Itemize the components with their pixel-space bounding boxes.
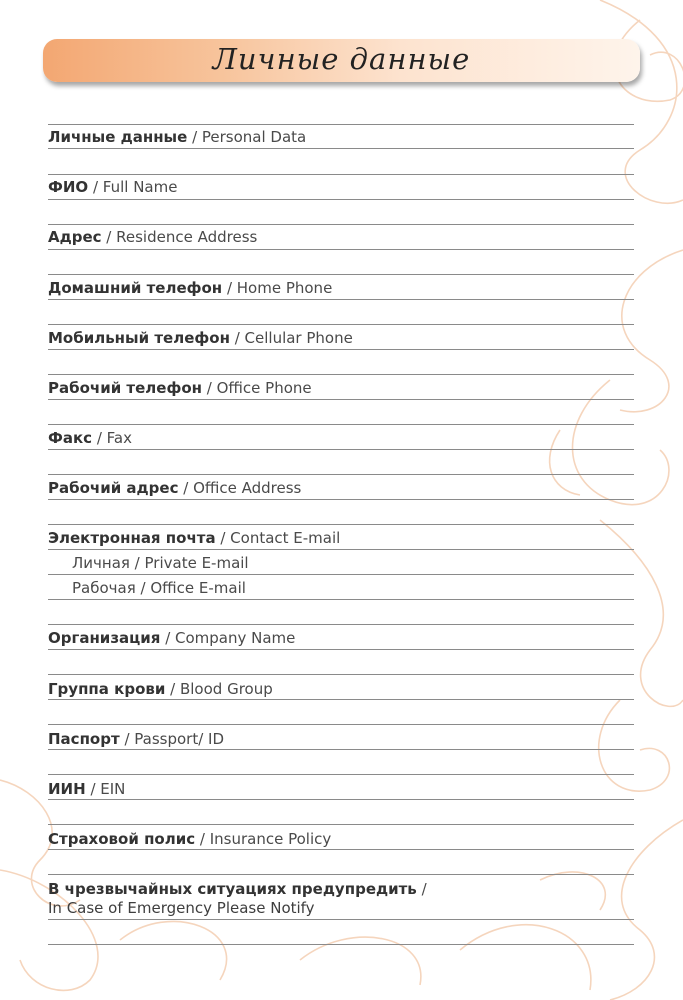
- emergency-label-en: In Case of Emergency Please Notify: [48, 899, 315, 917]
- field-label-en: / Personal Data: [187, 128, 307, 146]
- writing-line[interactable]: [48, 474, 634, 475]
- writing-line[interactable]: [48, 299, 634, 300]
- field-label-ru: Мобильный телефон: [48, 329, 230, 347]
- writing-line[interactable]: [48, 874, 634, 875]
- field-label-en: / Fax: [92, 429, 132, 447]
- field-label: [48, 429, 132, 447]
- field-label: [48, 529, 340, 547]
- field-label: [72, 554, 249, 572]
- writing-line[interactable]: [48, 499, 634, 500]
- field-label: [48, 730, 224, 748]
- field-label-ru: Организация: [48, 629, 161, 647]
- writing-line[interactable]: [48, 224, 634, 225]
- field-label: [48, 178, 177, 196]
- field-label-ru: Факс: [48, 429, 93, 447]
- writing-line[interactable]: [48, 274, 634, 275]
- field-label-en: Рабочая / Office E-mail: [72, 579, 246, 597]
- field-label-en: / Contact E-mail: [215, 529, 341, 547]
- field-label: [48, 880, 427, 898]
- writing-line[interactable]: [48, 249, 634, 250]
- writing-line[interactable]: [48, 824, 634, 825]
- field-label-ru: Страховой полис: [48, 830, 196, 848]
- field-label-ru: Группа крови: [48, 680, 166, 698]
- writing-line[interactable]: [48, 574, 634, 575]
- writing-line[interactable]: [48, 944, 634, 945]
- field-label-ru: ФИО: [48, 178, 89, 196]
- field-label: [48, 128, 306, 146]
- field-label-en: / Residence Address: [101, 228, 258, 246]
- writing-line[interactable]: [48, 424, 634, 425]
- field-label-en: / EIN: [85, 780, 126, 798]
- writing-line[interactable]: [48, 174, 634, 175]
- field-label-en: / Office Phone: [202, 379, 312, 397]
- writing-line[interactable]: [48, 774, 634, 775]
- field-label-en: / Full Name: [88, 178, 178, 196]
- field-label-en: / Office Address: [178, 479, 302, 497]
- field-label-en: / Home Phone: [222, 279, 333, 297]
- writing-line[interactable]: [48, 724, 634, 725]
- field-label-ru: Рабочий адрес: [48, 479, 179, 497]
- field-label: [48, 780, 125, 798]
- field-label-ru: Адрес: [48, 228, 102, 246]
- field-label: [48, 279, 332, 297]
- writing-line[interactable]: [48, 919, 634, 920]
- writing-line[interactable]: [48, 374, 634, 375]
- field-label-en: Личная / Private E-mail: [72, 554, 249, 572]
- field-label-en: / Passport/ ID: [119, 730, 224, 748]
- writing-line[interactable]: [48, 849, 634, 850]
- writing-line[interactable]: [48, 199, 634, 200]
- field-label-ru: Электронная почта: [48, 529, 216, 547]
- writing-line[interactable]: [48, 699, 634, 700]
- writing-line[interactable]: [48, 799, 634, 800]
- writing-line[interactable]: [48, 124, 634, 125]
- writing-line[interactable]: [48, 599, 634, 600]
- writing-line[interactable]: [48, 324, 634, 325]
- field-label: [48, 830, 331, 848]
- writing-line[interactable]: [48, 674, 634, 675]
- writing-line[interactable]: [48, 624, 634, 625]
- writing-line[interactable]: [48, 148, 634, 149]
- field-label-en: /: [416, 880, 427, 898]
- field-label: [48, 329, 353, 347]
- field-label-ru: Личные данные: [48, 128, 188, 146]
- writing-line[interactable]: [48, 524, 634, 525]
- field-label-en: / Insurance Policy: [195, 830, 332, 848]
- writing-line[interactable]: [48, 749, 634, 750]
- field-label-en: / Blood Group: [165, 680, 273, 698]
- field-label-en: / Company Name: [160, 629, 296, 647]
- field-label: [72, 579, 246, 597]
- field-label-ru: Домашний телефон: [48, 279, 223, 297]
- field-label-ru: Рабочий телефон: [48, 379, 203, 397]
- field-label: [48, 479, 301, 497]
- writing-line[interactable]: [48, 349, 634, 350]
- field-label-en: / Cellular Phone: [229, 329, 353, 347]
- title-banner: [43, 39, 640, 82]
- field-label-ru: В чрезвычайных ситуациях предупредить: [48, 880, 417, 898]
- writing-line[interactable]: [48, 399, 634, 400]
- field-label: [48, 629, 295, 647]
- field-label: [48, 379, 312, 397]
- field-label-ru: Паспорт: [48, 730, 120, 748]
- field-label: [48, 680, 273, 698]
- writing-line[interactable]: [48, 449, 634, 450]
- writing-line[interactable]: [48, 549, 634, 550]
- field-label: [48, 228, 257, 246]
- writing-line[interactable]: [48, 649, 634, 650]
- field-label-ru: ИИН: [48, 780, 86, 798]
- page-title: Личные данные: [212, 42, 471, 76]
